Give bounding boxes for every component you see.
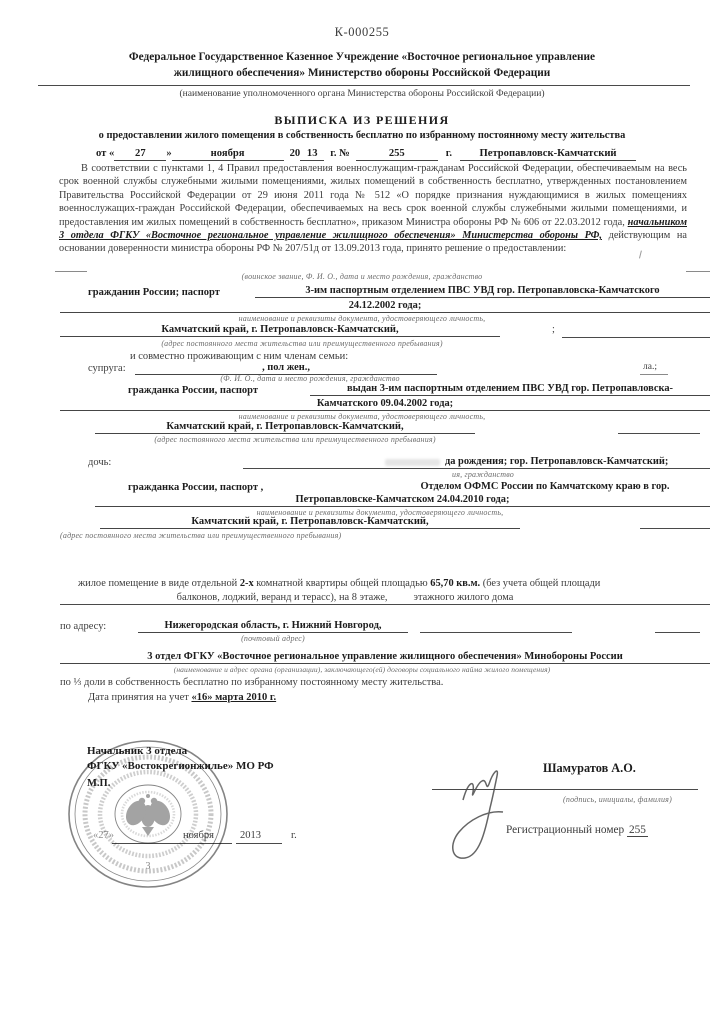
stamp-department-number: 3 [145,861,151,872]
daughter-passport-issued2: Петропавловске-Камчатском 24.04.2010 года; [95,493,710,507]
spouse-person-caption: (Ф. И. О., дата и место рождения, гражданство [220,374,400,383]
daughter-details: да рождения; гор. Петропавловск-Камчатский; [445,456,669,467]
sign-date-month: ноября [183,830,214,841]
postal-address-caption: (почтовый адрес) [241,634,305,643]
signature-line [432,789,698,790]
number-label: г. № [330,148,350,159]
spouse-address-caption: (адрес постоянного места жительства или преимущественного пребывания) [154,435,436,444]
spouse-passport-label: гражданка России, паспорт [128,385,259,396]
sign-date-year-suffix: г. [291,830,297,841]
spouse-line-tail: ла.; [643,362,657,372]
dwelling-line1 [78,577,600,590]
date-century: 20 [289,148,301,159]
issuer-caption: (наименование и адрес органа (организации), заключающего(ей) договоры социального найма жилого помещения) [173,665,551,674]
family-members-intro: и совместно проживающим с ним членам семьи: [130,351,349,362]
fill-line [562,337,710,338]
daughter-label: дочь: [88,457,112,468]
registry-date-label: Дата принятия на учет [88,692,192,703]
recipient-passport-issued2: 24.12.2002 года; [60,299,710,313]
document-code: К-000255 [334,25,390,39]
postal-address-value: Нижегородская область, г. Нижний Новгород, [138,619,408,633]
document-subtitle: о предоставлении жилого помещения в собственность бесплатно по избранному постоянному месту жительства [98,130,626,141]
place-city: Петропавловск-Камчатский [460,147,636,161]
dwelling-line2b: этажного жилого дома [413,592,514,603]
daughter-address: Камчатский край, г. Петропавловск-Камчатский, [100,515,520,529]
dwelling-area: 65,70 кв.м. [430,578,481,589]
seal-place-label: М.П. [87,778,111,789]
fill-line [655,632,700,633]
spouse-label: супруга: [88,363,126,374]
dwelling-line2 [20,591,670,604]
registry-date-line [88,691,276,704]
registration-number-value: 255 [628,824,646,836]
fill-line [243,468,710,469]
date-day: 27 [114,147,166,161]
registration-number-label: Регистрационный номер [506,824,627,836]
org-underline [38,85,690,86]
registry-date-value: «16» марта 2010 г. [191,692,277,703]
signer-post-line2: ФГКУ «Востокрегионжилье» МО РФ [87,760,274,772]
fill-line [236,843,282,844]
recipient-address-separator: ; [552,324,555,335]
date-month: ноября [172,147,284,161]
intro-part1: В соответствии с пунктами 1, 4 Правил предоставления военнослужащим-гражданам Российской Федерации, обеспечиваемым на весь срок военной службы служебными жилыми помещениями, жилых помещений в собственность бесплатно, утвержденных постановлением Правительства Российской Федерации от 29 июня 2011 года № 512 «О порядке признания нуждающимися в жилых помещениях военнослужащих-граждан Российской Федерации, обеспечиваемых на весь срок военной службы служебными жилыми помещениями, и предоставления им жилых помещений в собственность бесплатно», приказом Министра обороны РФ № 606 от 22.03.2012 года, [59,163,687,228]
place-label: г. [445,148,453,159]
fill-line [640,528,710,529]
date-year: 13 [300,147,324,161]
spouse-passport-issued1: выдан 3-им паспортным отделением ПВС УВД гор. Петропавловска- [310,382,710,396]
share-terms-line: по ⅓ доли в собственность бесплатно по избранному постоянному месту жительства. [60,677,444,688]
signer-post-line1: Начальник 3 отдела [87,745,188,757]
org-caption: (наименование уполномоченного органа Министерства обороны Российской Федерации) [179,88,545,99]
signature-scribble [435,748,555,868]
fill-line [618,433,700,434]
daughter-passport-label: гражданка России, паспорт , [128,482,264,493]
intro-part2: действующим на основании доверенности министра обороны РФ № 207/51д от 13.09.2013 года, принято решение о предоставлении: [59,230,687,255]
registration-number-line [506,823,648,837]
recipient-address: Камчатский край, г. Петропавловск-Камчатский, [60,323,500,337]
date-line [96,147,636,161]
dwelling-line2a: балконов, лоджий, веранд и терасс), на 8 этаже, [176,592,388,603]
daughter-address-caption: (адрес постоянного места жительства или преимущественного пребывания) [60,531,342,540]
dwelling-part2: комнатной квартиры общей площадью [253,578,431,589]
recipient-passport-issued1: 3-им паспортным отделением ПВС УВД гор. Петропавловска-Камчатского [255,284,710,298]
signer-name: Шамуратов А.О. [543,761,636,775]
recipient-label: гражданин России; паспорт [88,287,220,298]
intro-paragraph [59,162,687,256]
dwelling-part1: жилое помещение в виде отдельной [78,578,240,589]
spouse-details: , пол жен., [135,361,437,375]
spouse-passport-issued2: Камчатского 09.04.2002 года; [60,397,710,411]
recipient-person-caption: (воинское звание, Ф. И. О., дата и место рождения, гражданство [241,272,483,281]
spouse-doc-caption: наименование и реквизиты документа, удостоверяющего личность, [238,412,486,421]
fill-line [640,374,668,375]
date-prefix: от « [96,148,115,159]
org-name-line1: Федеральное Государственное Казенное Учреждение «Восточное региональное управление [128,51,596,63]
official-seal-stamp [58,736,238,892]
date-quote-close: » [166,148,172,159]
recipient-address-caption: (адрес постоянного места жительства или преимущественного пребывания) [161,339,443,348]
intro-emphasis: начальником 3 отдела ФГКУ «Восточное региональное управление жилищного обеспечения» Министерства обороны РФ, [59,216,687,242]
fill-line [60,604,710,605]
pen-tick-artifact [635,250,642,259]
postal-address-label: по адресу: [60,621,107,632]
dwelling-rooms: 2-х [239,578,254,589]
dwelling-part3: (без учета общей площади [480,578,601,589]
sign-date-year: 2013 [240,830,261,841]
decision-number: 255 [356,147,438,161]
signature-caption: (подпись, инициалы, фамилия) [563,795,672,804]
org-name-line2: жилищного обеспечения» Министерство обороны Российской Федерации [173,67,551,79]
fill-line [420,632,572,633]
recipient-doc-caption: наименование и реквизиты документа, удостоверяющего личность, [238,314,486,323]
redaction-smudge [385,459,440,466]
daughter-person-caption: ия, гражданство [452,470,514,479]
daughter-passport-issued1: Отделом ОФМС России по Камчатскому краю в гор. [420,481,670,492]
spouse-address: Камчатский край, г. Петропавловск-Камчатский, [95,420,475,434]
issuer-value: 3 отдел ФГКУ «Восточное региональное управление жилищного обеспечения» Минобороны России [60,650,710,664]
daughter-doc-caption: наименование и реквизиты документа, удостоверяющего личность, [256,508,504,517]
sign-date-day: «27» [93,830,114,841]
document-title: ВЫПИСКА ИЗ РЕШЕНИЯ [274,113,450,127]
